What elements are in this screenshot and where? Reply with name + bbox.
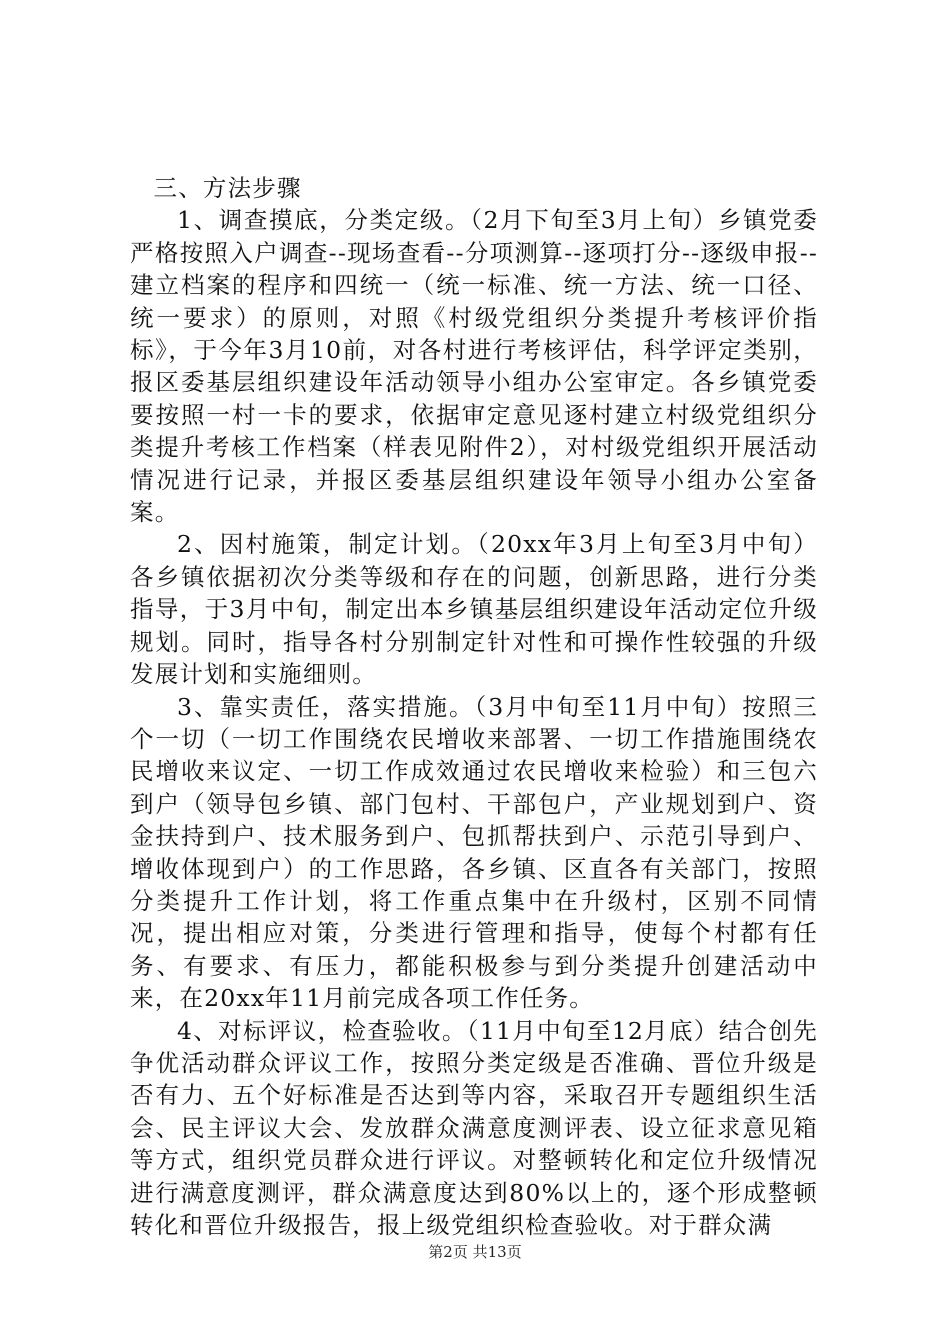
paragraph-step-1: 1、调查摸底，分类定级。（2月下旬至3月上旬）乡镇党委严格按照入户调查--现场查看--分项测算--逐项打分--逐级申报--建立档案的程序和四统一（统一标准、统一方法、统一口径、统一要求）的原则，对照《村级党组织分类提升考核评价指标》，于今年3月10前，对各村进行考核评估，科学评定类别，报区委基层组织建设年活动领导小组办公室审定。各乡镇党委要按照一村一卡的要求，依据审定意见逐村建立村级党组织分类提升考核工作档案（样表见附件2），对村级党组织开展活动情况进行记录，并报区委基层组织建设年领导小组办公室备案。 (130, 206, 818, 527)
document-body (130, 172, 818, 1241)
section-heading: 三、方法步骤 (153, 174, 302, 202)
page-number-footer: 第2页 共13页 (428, 1243, 522, 1261)
paragraph-step-2: 2、因村施策，制定计划。（20xx年3月上旬至3月中旬）各乡镇依据初次分类等级和存在的问题，创新思路，进行分类指导，于3月中旬，制定出本乡镇基层组织建设年活动定位升级规划。同时，指导各村分别制定针对性和可操作性较强的升级发展计划和实施细则。 (130, 530, 818, 689)
paragraph-step-3: 3、靠实责任，落实措施。（3月中旬至11月中旬）按照三个一切（一切工作围绕农民增收来部署、一切工作措施围绕农民增收来议定、一切工作成效通过农民增收来检验）和三包六到户（领导包乡镇、部门包村、干部包户，产业规划到户、资金扶持到户、技术服务到户、包抓帮扶到户、示范引导到户、增收体现到户）的工作思路，各乡镇、区直各有关部门，按照分类提升工作计划，将工作重点集中在升级村，区别不同情况，提出相应对策，分类进行管理和指导，使每个村都有任务、有要求、有压力，都能积极参与到分类提升创建活动中来，在20xx年11月前完成各项工作任务。 (130, 692, 818, 1013)
paragraph-step-4: 4、对标评议，检查验收。（11月中旬至12月底）结合创先争优活动群众评议工作，按照分类定级是否准确、晋位升级是否有力、五个好标准是否达到等内容，采取召开专题组织生活会、民主评议大会、发放群众满意度测评表、设立征求意见箱等方式，组织党员群众进行评议。对整顿转化和定位升级情况进行满意度测评，群众满意度达到80%以上的，逐个形成整顿转化和晋位升级报告，报上级党组织检查验收。对于群众满 (130, 1016, 818, 1239)
